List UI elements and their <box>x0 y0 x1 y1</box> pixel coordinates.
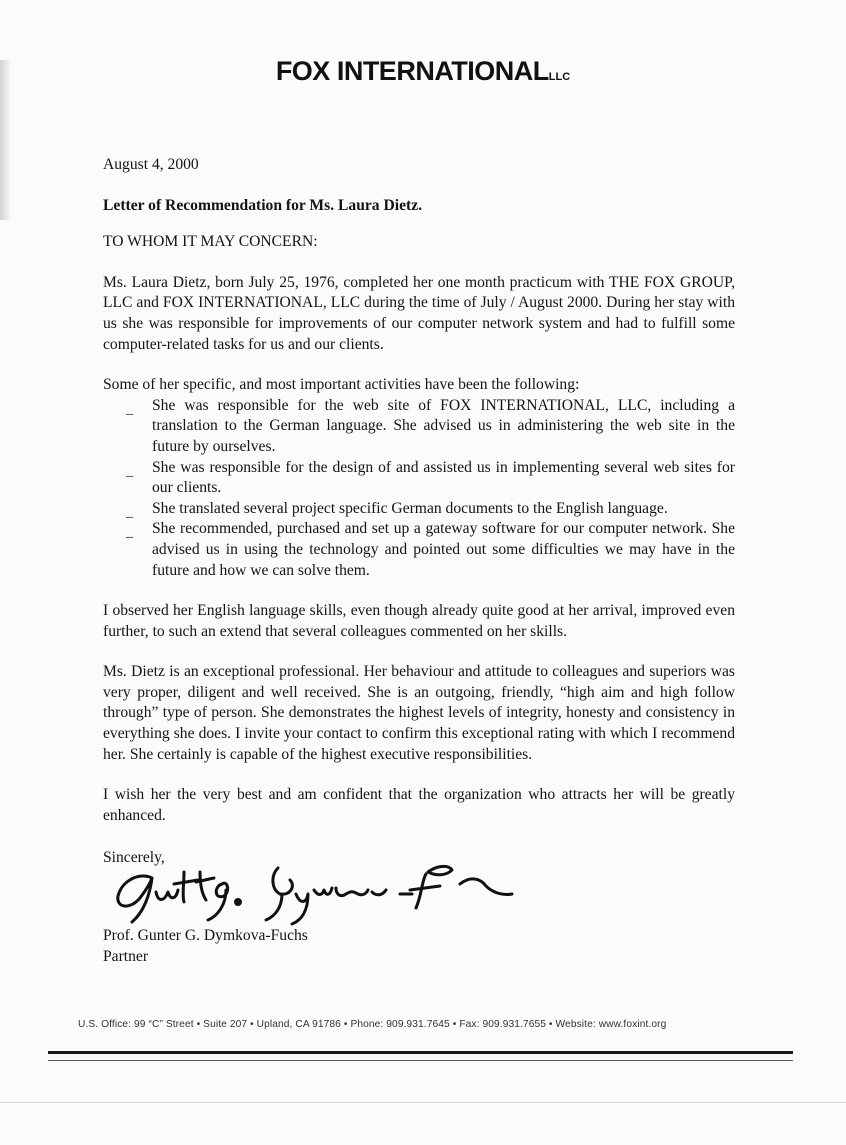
signer-title: Partner <box>103 947 149 965</box>
activities-list <box>103 396 735 581</box>
paragraph-wishes: I wish her the very best and am confident that the organization who attracts her will be greatly enhanced. <box>103 786 735 824</box>
signer-block <box>103 926 308 967</box>
list-item <box>126 499 735 520</box>
letterhead-logo <box>0 56 846 87</box>
letter-body <box>103 155 735 869</box>
signer-name: Prof. Gunter G. Dymkova-Fuchs <box>103 927 308 944</box>
company-suffix: LLC <box>548 71 571 83</box>
dash-bullet-icon: _ <box>126 525 133 541</box>
footer-address: U.S. Office: 99 “C” Street • Suite 207 • Upland, CA 91786 • Phone: 909.931.7645 • Fax: 909.931.7655 • Website: www.foxint.org <box>78 1019 667 1030</box>
dash-bullet-icon: _ <box>126 504 133 520</box>
dash-bullet-icon: _ <box>126 463 133 479</box>
list-item <box>126 458 735 499</box>
paragraph-professional: Ms. Dietz is an exceptional professional. Her behaviour and attitude to colleagues and superiors was very proper, diligent and well received. She is an outgoing, friendly, “high aim and high follow through” type of person. She demonstrates the highest levels of integrity, honesty and consistency in everything she does. I invite your contact to confirm this exceptional rating with which I recommend her. She certainly is capable of the highest executive responsibilities. <box>103 663 735 763</box>
footer-divider-thin <box>48 1060 793 1061</box>
company-name: FOX INTERNATIONAL <box>275 56 549 86</box>
activity-text: She was responsible for the design of and assisted us in implementing several web sites for our clients. <box>152 458 735 497</box>
footer-divider <box>48 1051 793 1054</box>
activity-text: She recommended, purchased and set up a gateway software for our computer network. She advised us in using the technology and pointed out some difficulties we may have in the future and how we can solve them. <box>152 520 735 579</box>
salutation: TO WHOM IT MAY CONCERN: <box>103 233 318 251</box>
activity-text: She translated several project specific German documents to the English language. <box>152 499 668 517</box>
paragraph-language-skills: I observed her English language skills, even though already quite good at her arrival, improved even further, to such an extend that several colleagues commented on her skills. <box>103 602 735 640</box>
dash-bullet-icon: _ <box>126 401 133 417</box>
activity-text: She was responsible for the web site of FOX INTERNATIONAL, LLC, including a translation to the German language. She advised us in administering the web site in the future by ourselves. <box>152 396 735 455</box>
list-item <box>126 396 735 458</box>
letter-subject: Letter of Recommendation for Ms. Laura Dietz. <box>103 196 423 214</box>
paragraph-practicum: Ms. Laura Dietz, born July 25, 1976, completed her one month practicum with THE FOX GROUP, LLC and FOX INTERNATIONAL, LLC during the time of July / August 2000. During her stay with us she was responsible for improvements of our computer network system and had to fulfill some computer-related tasks for us and our clients. <box>103 273 735 353</box>
activities-intro: Some of her specific, and most important activities have been the following: <box>103 376 580 394</box>
handwritten-signature <box>110 850 530 930</box>
list-item <box>126 519 735 581</box>
closing: Sincerely, <box>103 849 165 867</box>
scan-artifact-line <box>0 1102 846 1103</box>
letter-date: August 4, 2000 <box>103 156 199 173</box>
